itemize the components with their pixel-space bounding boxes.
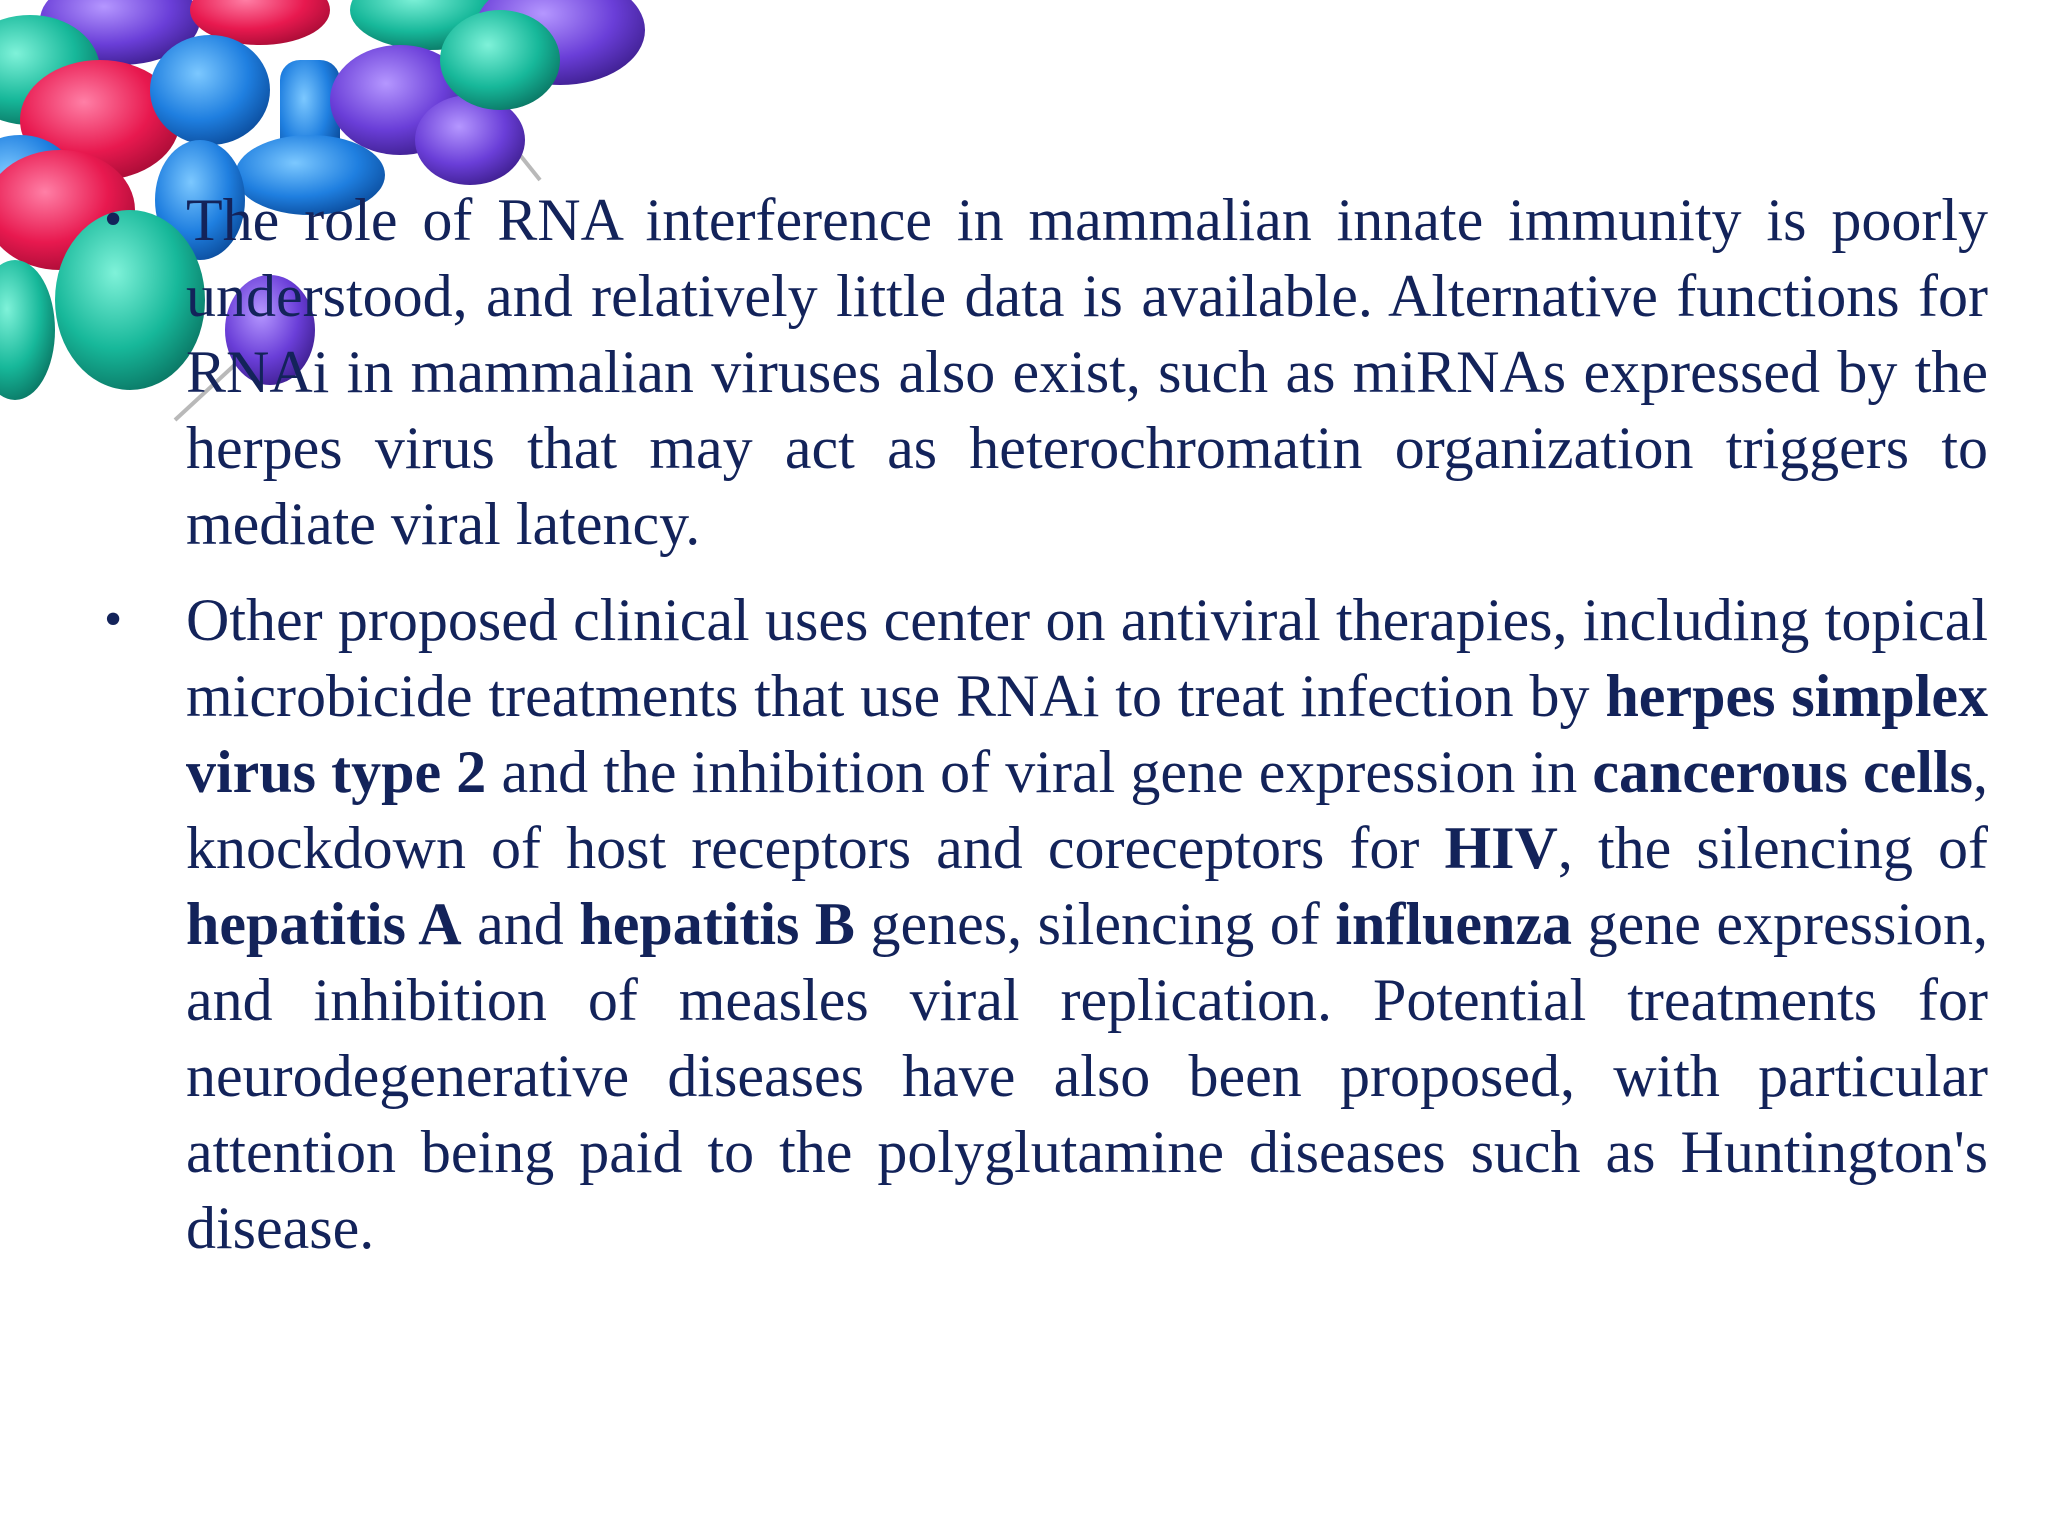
text-run: , the silencing of	[1557, 815, 1989, 881]
bold-term: hepatitis A	[186, 891, 462, 957]
text-run: Other proposed clinical uses center on antiviral therapies, including topical microbicide treatments that use RNAi to treat infection by	[186, 587, 1988, 729]
text-run: The role of RNA interference in mammalian innate immunity is poorly understood, and relatively little data is available. Alternative functions for RNAi in mammalian viruses also exist, such as miRNAs expressed by the herpes virus that may act as heterochromatin organization triggers to mediate viral latency.	[186, 187, 1988, 557]
text-run: gene expression, and inhibition of measles viral replication. Potential treatments for neurodegenerative diseases have also been proposed, with particular attention being paid to the polyglutamine diseases such as Huntington's disease.	[186, 891, 1988, 1261]
bullet-item	[100, 182, 1988, 562]
bold-term: hepatitis B	[579, 891, 855, 957]
slide-body	[100, 182, 1988, 1286]
bullet-marker: •	[104, 191, 123, 248]
bullet-text	[186, 187, 1988, 557]
bold-term: cancerous cells	[1592, 739, 1973, 805]
text-run: and the inhibition of viral gene expression in	[486, 739, 1593, 805]
text-run: and	[461, 891, 580, 957]
bullet-item	[100, 582, 1988, 1266]
bold-term: herpes simplex virus type 2	[186, 663, 1988, 805]
bullet-text	[186, 587, 1988, 1261]
text-run: genes, silencing of	[854, 891, 1336, 957]
bold-term: HIV	[1444, 815, 1558, 881]
bold-term: influenza	[1335, 891, 1573, 957]
bullet-marker: •	[104, 591, 123, 648]
text-run: , knockdown of host receptors and coreceptors for	[186, 739, 1988, 881]
